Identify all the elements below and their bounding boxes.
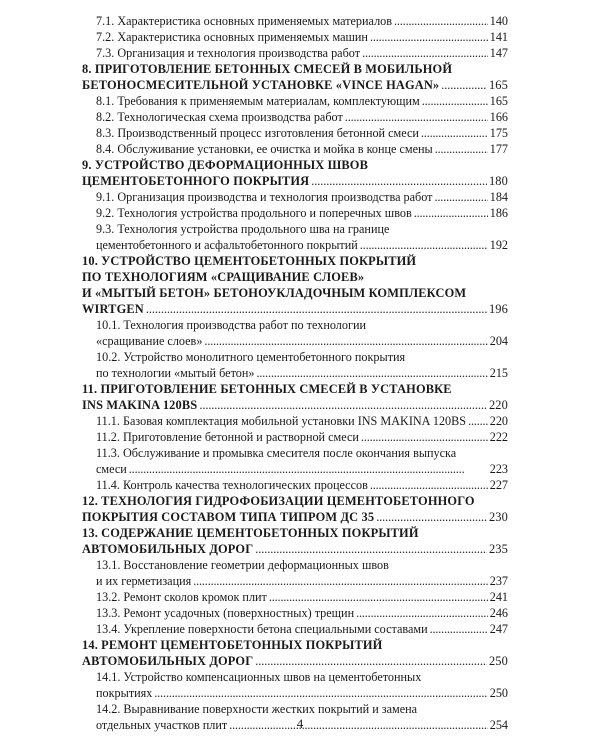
toc-entry-text: 10.2. Устройство монолитного цементобетонного покрытия — [96, 350, 406, 364]
toc-entry-text: и их герметизация — [96, 574, 192, 588]
toc-entry-text: 10. УСТРОЙСТВО ЦЕМЕНТОБЕТОННЫХ ПОКРЫТИЙ — [82, 254, 417, 268]
toc-page-number: 165 — [489, 94, 508, 108]
toc-leader-dots — [356, 605, 488, 621]
toc-entry-text: 13.2. Ремонт сколов кромок плит — [96, 590, 267, 604]
toc-section-line — [82, 669, 508, 685]
toc-leader-dots — [199, 397, 487, 413]
toc-leader-dots — [435, 189, 488, 205]
toc-page-number: 237 — [489, 574, 508, 588]
toc-entry-text: 14.1. Устройство компенсационных швов на цементобетонных — [96, 670, 422, 684]
toc-entry-text: 11.3. Обслуживание и промывка смесителя после окончания выпуска — [96, 446, 457, 460]
toc-chapter-line — [82, 173, 508, 189]
toc-entry-text: INS MAKINA 120BS — [82, 398, 198, 412]
toc-leader-dots — [435, 141, 488, 157]
toc-chapter-line — [82, 381, 508, 397]
toc-chapter-line — [82, 77, 508, 93]
toc-leader-dots — [345, 109, 488, 125]
toc-leader-dots — [430, 621, 488, 637]
table-of-contents — [82, 13, 508, 733]
toc-chapter-line — [82, 637, 508, 653]
toc-entry-text: 9. УСТРОЙСТВО ДЕФОРМАЦИОННЫХ ШВОВ — [82, 158, 369, 172]
toc-chapter-line — [82, 397, 508, 413]
toc-page-number: 147 — [489, 46, 508, 60]
toc-page-number: 235 — [488, 542, 508, 556]
toc-leader-dots — [414, 205, 488, 221]
toc-page-number: 192 — [489, 238, 508, 252]
toc-section-line — [82, 429, 508, 445]
toc-section-line — [82, 189, 508, 205]
toc-entry-text: цементобетонного и асфальтобетонного покрытий — [96, 238, 358, 252]
toc-page-number: 227 — [489, 478, 508, 492]
toc-page-number: 204 — [489, 334, 508, 348]
toc-page-number: 175 — [489, 126, 508, 140]
toc-section-continuation — [82, 461, 508, 477]
toc-entry-text: 8.2. Технологическая схема производства работ — [96, 110, 343, 124]
toc-section-line — [82, 13, 508, 29]
toc-chapter-line — [82, 253, 508, 269]
toc-chapter-line — [82, 493, 508, 509]
toc-leader-dots — [146, 301, 487, 317]
toc-entry-text: покрытиях — [96, 686, 153, 700]
toc-chapter-line — [82, 157, 508, 173]
toc-section-line — [82, 205, 508, 221]
toc-page-number: 230 — [488, 510, 508, 524]
toc-leader-dots — [311, 173, 487, 189]
toc-chapter-line — [82, 269, 508, 285]
toc-section-line — [82, 621, 508, 637]
toc-entry-text: по технологии «мытый бетон» — [96, 366, 255, 380]
toc-page-number: 196 — [488, 302, 508, 316]
toc-section-continuation — [82, 685, 508, 701]
toc-chapter-line — [82, 509, 508, 525]
toc-leader-dots — [370, 29, 488, 45]
toc-page-number: 180 — [488, 174, 508, 188]
toc-leader-dots — [441, 77, 487, 93]
toc-entry-text: ЦЕМЕНТОБЕТОННОГО ПОКРЫТИЯ — [82, 174, 310, 188]
toc-section-line — [82, 413, 508, 429]
toc-entry-text: ПО ТЕХНОЛОГИЯМ «СРАЩИВАНИЕ СЛОЕВ» — [82, 270, 365, 284]
toc-page-number: 186 — [489, 206, 508, 220]
toc-entry-text: 10.1. Технология производства работ по технологии — [96, 318, 367, 332]
toc-section-line — [82, 589, 508, 605]
toc-entry-text: 11. ПРИГОТОВЛЕНИЕ БЕТОННЫХ СМЕСЕЙ В УСТАНОВКЕ — [82, 382, 452, 396]
toc-leader-dots — [370, 477, 488, 493]
toc-leader-dots — [193, 573, 487, 589]
toc-page-number: 165 — [488, 78, 508, 92]
toc-entry-text: 8.1. Требования к применяемым материалам, комплектующим — [96, 94, 420, 108]
toc-section-line — [82, 445, 508, 461]
toc-section-line — [82, 701, 508, 717]
toc-entry-text: смеси — [96, 462, 127, 476]
toc-entry-text: 11.2. Приготовление бетонной и растворной смеси — [96, 430, 359, 444]
toc-leader-dots — [255, 653, 487, 669]
toc-section-line — [82, 317, 508, 333]
toc-chapter-line — [82, 301, 508, 317]
toc-entry-text: 13. СОДЕРЖАНИЕ ЦЕМЕНТОБЕТОННЫХ ПОКРЫТИЙ — [82, 526, 419, 540]
toc-leader-dots — [361, 429, 488, 445]
toc-section-line — [82, 93, 508, 109]
toc-section-continuation — [82, 333, 508, 349]
toc-entry-text: 9.3. Технология устройства продольного шва на границе — [96, 222, 390, 236]
toc-entry-text: 12. ТЕХНОЛОГИЯ ГИДРОФОБИЗАЦИИ ЦЕМЕНТОБЕТОННОГО — [82, 494, 475, 508]
toc-leader-dots — [376, 509, 487, 525]
toc-page-number: 141 — [489, 30, 508, 44]
toc-entry-text: 14.2. Выравнивание поверхности жестких покрытий и замена — [96, 702, 418, 716]
toc-page-number: 247 — [489, 622, 508, 636]
toc-entry-text: «сращивание слоев» — [96, 334, 203, 348]
toc-section-line — [82, 349, 508, 365]
toc-section-line — [82, 557, 508, 573]
toc-page-number: 250 — [489, 686, 508, 700]
toc-page-number: 254 — [489, 718, 508, 732]
toc-entry-text: 7.1. Характеристика основных применяемых материалов — [96, 14, 392, 28]
toc-entry-text: 8.4. Обслуживание установки, ее очистка и мойка в конце смены — [96, 142, 433, 156]
toc-chapter-line — [82, 285, 508, 301]
toc-chapter-line — [82, 525, 508, 541]
toc-leader-dots — [256, 365, 487, 381]
toc-leader-dots — [421, 125, 488, 141]
toc-entry-text: ПОКРЫТИЯ СОСТАВОМ ТИПА ТИПРОМ ДС 35 — [82, 510, 375, 524]
toc-leader-dots — [360, 237, 488, 253]
toc-chapter-line — [82, 541, 508, 557]
toc-section-continuation — [82, 365, 508, 381]
toc-page-number: 166 — [489, 110, 508, 124]
toc-page-number: 140 — [489, 14, 508, 28]
toc-entry-text: АВТОМОБИЛЬНЫХ ДОРОГ — [82, 654, 254, 668]
toc-section-line — [82, 29, 508, 45]
toc-entry-text: 14. РЕМОНТ ЦЕМЕНТОБЕТОННЫХ ПОКРЫТИЙ — [82, 638, 383, 652]
toc-section-line — [82, 605, 508, 621]
toc-leader-dots — [154, 685, 487, 701]
toc-page-number: 220 — [489, 414, 508, 428]
toc-entry-text: отдельных участков плит — [96, 718, 228, 732]
toc-page-number: 222 — [489, 430, 508, 444]
toc-entry-text: 7.3. Организация и технология производства работ — [96, 46, 361, 60]
toc-leader-dots — [422, 93, 488, 109]
toc-leader-dots — [204, 333, 487, 349]
toc-chapter-line — [82, 61, 508, 77]
toc-page-number: 215 — [489, 366, 508, 380]
toc-entry-text: 13.1. Восстановление геометрии деформационных швов — [96, 558, 389, 572]
toc-page-number: 241 — [489, 590, 508, 604]
toc-page-number: 246 — [489, 606, 508, 620]
toc-section-line — [82, 45, 508, 61]
toc-page-number: 220 — [488, 398, 508, 412]
toc-entry-text: WIRTGEN — [82, 302, 144, 316]
toc-section-line — [82, 125, 508, 141]
toc-entry-text: 8. ПРИГОТОВЛЕНИЕ БЕТОННЫХ СМЕСЕЙ В МОБИЛЬНОЙ — [82, 62, 453, 76]
toc-section-continuation — [82, 237, 508, 253]
page-number: 4 — [296, 716, 304, 731]
toc-entry-text: 11.1. Базовая комплектация мобильной установки INS MAKINA 120BS — [96, 414, 467, 428]
toc-leader-dots — [468, 413, 488, 429]
toc-page-number: 177 — [489, 142, 508, 156]
toc-chapter-line — [82, 653, 508, 669]
toc-section-continuation — [82, 573, 508, 589]
toc-section-line — [82, 141, 508, 157]
toc-page-number: 184 — [489, 190, 508, 204]
toc-leader-dots — [269, 589, 488, 605]
toc-section-line — [82, 221, 508, 237]
toc-page-number: 250 — [488, 654, 508, 668]
toc-entry-text: 11.4. Контроль качества технологических процессов — [96, 478, 368, 492]
toc-page-number: 223 — [489, 462, 508, 476]
toc-entry-text: АВТОМОБИЛЬНЫХ ДОРОГ — [82, 542, 254, 556]
toc-section-line — [82, 109, 508, 125]
toc-entry-text: 9.1. Организация производства и технология производства работ — [96, 190, 433, 204]
toc-leader-dots — [394, 13, 488, 29]
toc-entry-text: 13.3. Ремонт усадочных (поверхностных) трещин — [96, 606, 355, 620]
toc-leader-dots — [255, 541, 487, 557]
toc-entry-text: 13.4. Укрепление поверхности бетона специальными составами — [96, 622, 428, 636]
toc-leader-dots — [129, 461, 488, 477]
toc-entry-text: 7.2. Характеристика основных применяемых машин — [96, 30, 368, 44]
toc-leader-dots — [362, 45, 488, 61]
toc-entry-text: И «МЫТЫЙ БЕТОН» БЕТОНОУКЛАДОЧНЫМ КОМПЛЕКСОМ — [82, 286, 467, 300]
toc-entry-text: 9.2. Технология устройства продольного и поперечных швов — [96, 206, 412, 220]
toc-entry-text: 8.3. Производственный процесс изготовления бетонной смеси — [96, 126, 419, 140]
toc-entry-text: БЕТОНОСМЕСИТЕЛЬНОЙ УСТАНОВКЕ «VINCE HAGAN» — [82, 78, 440, 92]
toc-section-line — [82, 477, 508, 493]
